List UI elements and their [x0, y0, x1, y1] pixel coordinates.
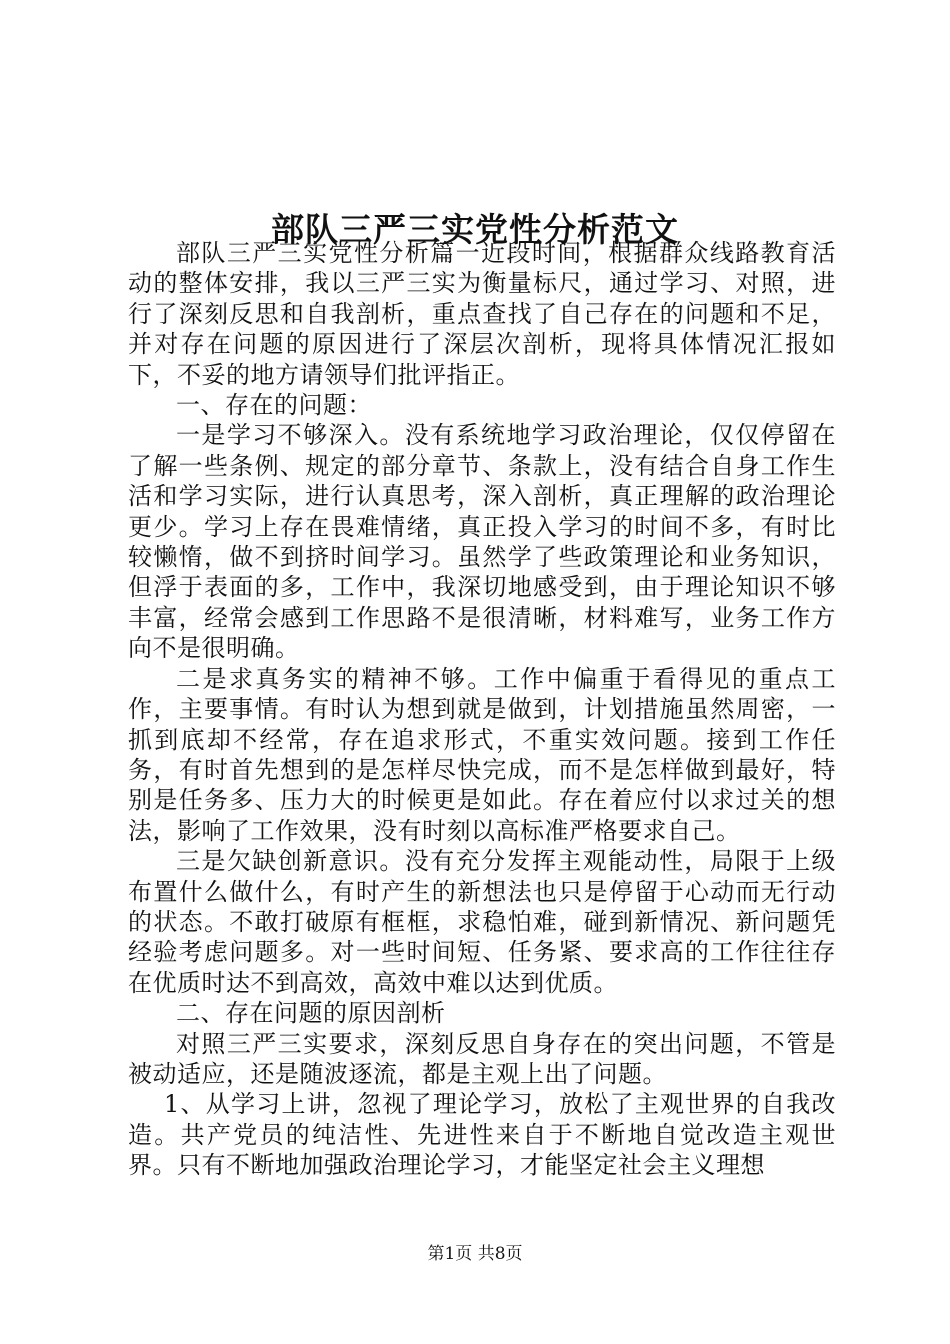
paragraph-problem-one: 一是学习不够深入。没有系统地学习政治理论，仅仅停留在了解一些条例、规定的部分章节、条款上，没有结合自身工作生活和学习实际，进行认真思考，深入剖析，真正理解的政治理论更少。学习上存在畏难情绪，真正投入学习的时间不多，有时比较懒惰，做不到挤时间学习。虽然学了些政策理论和业务知识，但浮于表面的多，工作中，我深切地感受到，由于理论知识不够丰富，经常会感到工作思路不是很清晰，材料难写，业务工作方向不是很明确。 — [128, 421, 836, 663]
section-heading-problems: 一、存在的问题： — [176, 391, 372, 420]
document-body — [128, 238, 836, 1181]
paragraph-causes-intro: 对照三严三实要求，深刻反思自身存在的突出问题，不管是被动适应，还是随波逐流，都是主观上出了问题。 — [128, 1029, 836, 1088]
section-heading-causes: 二、存在问题的原因剖析 — [176, 999, 446, 1028]
paragraph-problem-three: 三是欠缺创新意识。没有充分发挥主观能动性，局限于上级布置什么做什么，有时产生的新想法也只是停留于心动而无行动的状态。不敢打破原有框框，求稳怕难，碰到新情况、新问题凭经验考虑问题多。对一些时间短、任务紧、要求高的工作往往存在优质时达不到高效，高效中难以达到优质。 — [128, 847, 836, 997]
paragraph-cause-one: 1、从学习上讲，忽视了理论学习，放松了主观世界的自我改造。共产党员的纯洁性、先进性来自于不断地自觉改造主观世界。只有不断地加强政治理论学习，才能坚定社会主义理想 — [128, 1090, 836, 1180]
paragraph-problem-two: 二是求真务实的精神不够。工作中偏重于看得见的重点工作，主要事情。有时认为想到就是做到，计划措施虽然周密，一抓到底却不经常，存在追求形式，不重实效问题。接到工作任务，有时首先想到的是怎样尽快完成，而不是怎样做到最好，特别是任务多、压力大的时候更是如此。存在着应付以求过关的想法，影响了工作效果，没有时刻以高标准严格要求自己。 — [128, 664, 836, 845]
paragraph-intro: 部队三严三实党性分析篇一近段时间，根据群众线路教育活动的整体安排，我以三严三实为衡量标尺，通过学习、对照，进行了深刻反思和自我剖析，重点查找了自己存在的问题和不足，并对存在问题的原因进行了深层次剖析，现将具体情况汇报如下，不妥的地方请领导们批评指正。 — [128, 239, 836, 389]
page-footer: 第1页 共8页 — [427, 1244, 523, 1264]
document-title: 部队三严三实党性分析范文 — [271, 210, 679, 250]
